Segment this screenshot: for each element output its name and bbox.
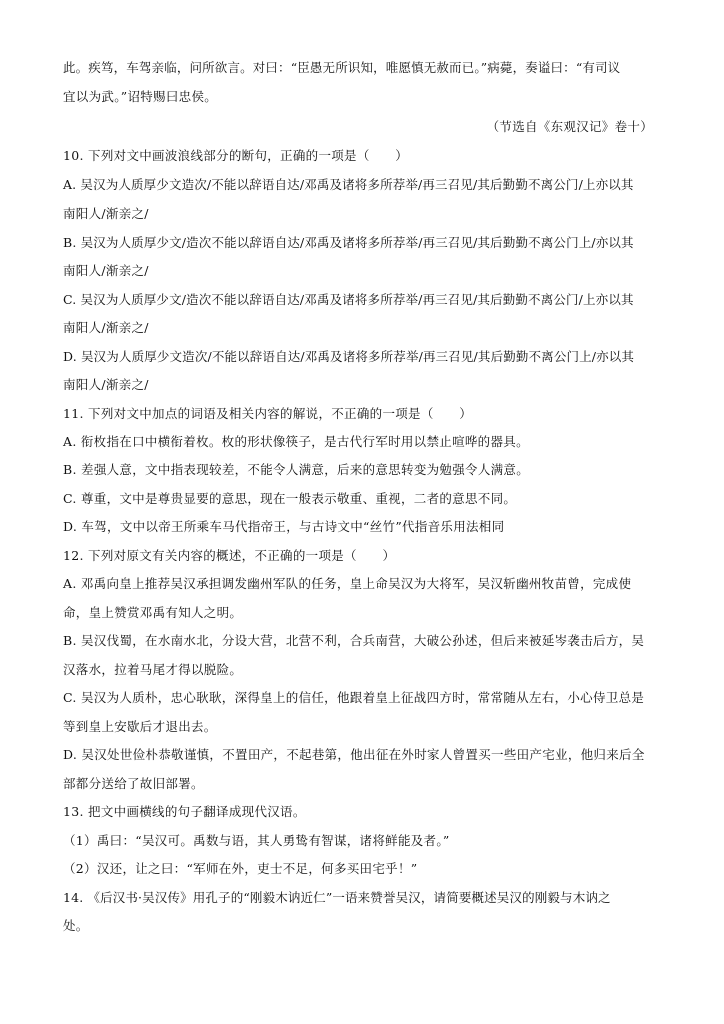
q10-option-a-line-1: A. 吴汉为人质厚少文造次/不能以辞语自达/邓禹及诸将多所荐举/再三召见/其后勤勤不离公门/上亦以其 <box>63 177 634 192</box>
q12-option-b-line-1: B. 吴汉伐蜀，在水南水北，分设大营，北营不利，合兵南营，大破公孙述，但后来被延岑袭击后方，吴 <box>63 633 645 648</box>
passage-line-1: 此。疾笃，车驾亲临，问所欲言。对曰：“臣愚无所识知，唯愿慎无赦而已。”病薨，奏谥曰：“有司议 <box>63 60 621 75</box>
q13-sentence-2: （2）汉还，让之曰：“军师在外，吏士不足，何多买田宅乎！” <box>63 861 418 876</box>
q14-line-2: 处。 <box>63 918 89 933</box>
q13-stem: 13. 把文中画横线的句子翻译成现代汉语。 <box>63 804 306 819</box>
q12-option-c-line-1: C. 吴汉为人质朴，忠心耿耿，深得皇上的信任，他跟着皇上征战四方时，常常随从左右，小心侍卫总是 <box>63 690 645 705</box>
q11-option-d: D. 车驾，文中以帝王所乘车马代指帝王，与古诗文中“丝竹”代指音乐用法相同 <box>63 519 505 534</box>
q10-option-a-line-2: 南阳人/渐亲之/ <box>63 206 149 221</box>
q11-option-c: C. 尊重，文中是尊贵显要的意思，现在一般表示敬重、重视，二者的意思不同。 <box>63 491 517 506</box>
q10-option-d-line-2: 南阳人/渐亲之/ <box>63 377 149 392</box>
q12-option-d-line-1: D. 吴汉处世俭朴恭敬谨慎，不置田产，不起巷第，他出征在外时家人曾置买一些田产宅业，他归来后全 <box>63 747 645 762</box>
q10-option-b-line-2: 南阳人/渐亲之/ <box>63 263 149 278</box>
q11-option-a: A. 衔枚指在口中横衔着枚。枚的形状像筷子，是古代行军时用以禁止喧哗的器具。 <box>63 434 529 449</box>
q11-option-b: B. 差强人意，文中指表现较差，不能令人满意，后来的意思转变为勉强令人满意。 <box>63 462 530 477</box>
q13-sentence-1: （1）禹曰：“吴汉可。禹数与语，其人勇鸷有智谋，诸将鲜能及者。” <box>63 833 450 848</box>
q12-option-d-line-2: 部都分送给了故旧部署。 <box>63 776 204 791</box>
q10-option-c-line-2: 南阳人/渐亲之/ <box>63 320 149 335</box>
q12-stem: 12. 下列对原文有关内容的概述，不正确的一项是（ ） <box>63 548 396 563</box>
passage-source: （节选自《东观汉记》卷十） <box>486 119 653 134</box>
q12-option-a-line-2: 命，皇上赞赏邓禹有知人之明。 <box>63 605 243 620</box>
q10-stem: 10. 下列对文中画波浪线部分的断句，正确的一项是（ ） <box>63 148 409 163</box>
q12-option-a-line-1: A. 邓禹向皇上推荐吴汉承担调发幽州军队的任务，皇上命吴汉为大将军，吴汉斩幽州牧苗曾，完成使 <box>63 576 632 591</box>
q11-stem: 11. 下列对文中加点的词语及相关内容的解说，不正确的一项是（ ） <box>63 406 473 421</box>
passage-line-2: 宜以为武。”诏特赐曰忠侯。 <box>63 89 218 104</box>
q10-option-d-line-1: D. 吴汉为人质厚少文造次/不能以辞语自达/邓禹及诸将多所荐举/再三召见/其后勤勤不离公门上/亦以其 <box>63 349 635 364</box>
q12-option-c-line-2: 等到皇上安歇后才退出去。 <box>63 719 217 734</box>
q10-option-c-line-1: C. 吴汉为人质厚少文/造次不能以辞语自达/邓禹及诸将多所荐举/再三召见/其后勤勤不离公门/上亦以其 <box>63 292 634 307</box>
q12-option-b-line-2: 汉落水，拉着马尾才得以脱险。 <box>63 662 243 677</box>
q14-line-1: 14. 《后汉书·吴汉传》用孔子的“刚毅木讷近仁”一语来赞誉吴汉，请简要概述吴汉的刚毅与木讷之 <box>63 890 611 905</box>
q10-option-b-line-1: B. 吴汉为人质厚少文/造次不能以辞语自达/邓禹及诸将多所荐举/再三召见/其后勤勤不离公门上/亦以其 <box>63 235 634 250</box>
